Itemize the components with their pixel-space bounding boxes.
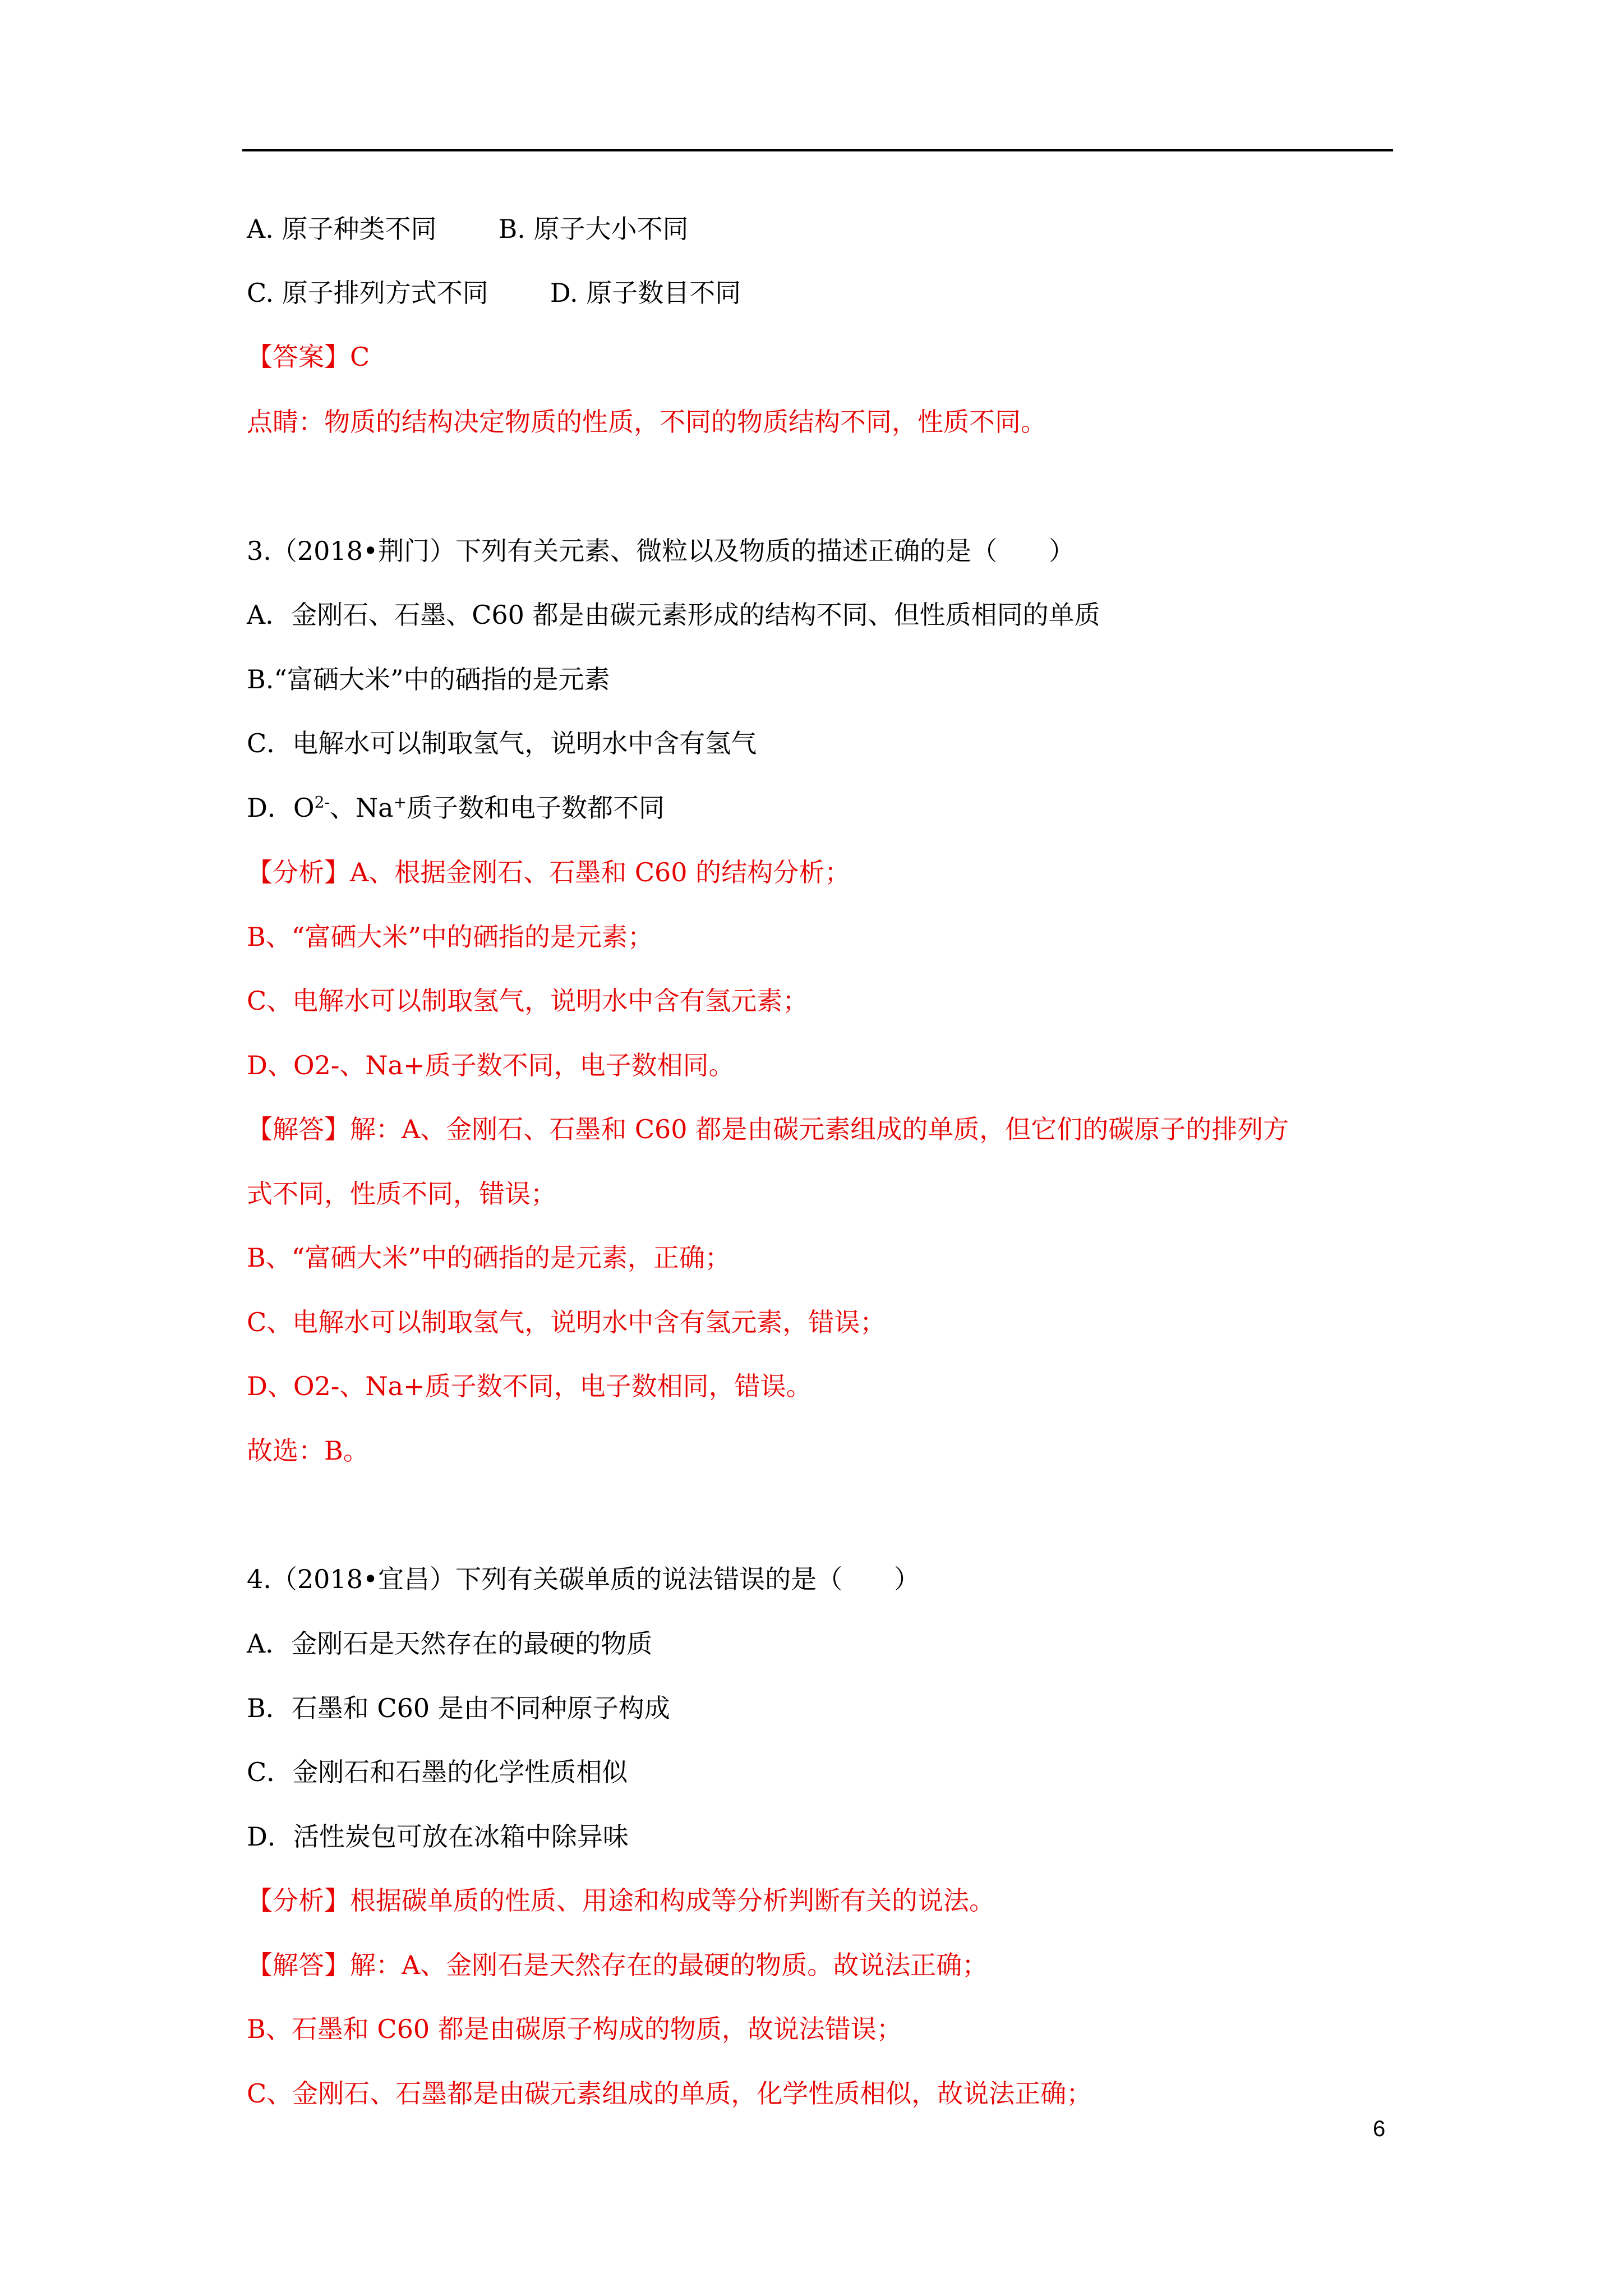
q3-solution-1: 【解答】解：A、金刚石、石墨和 C60 都是由碳元素组成的单质，但它们的碳原子的排列方 [247,1114,1289,1144]
q3-option-c: C．电解水可以制取氢气，说明水中含有氢气 [247,728,757,758]
q3-analysis-3: C、电解水可以制取氢气，说明水中含有氢元素； [247,986,809,1016]
q3-solution-3: B、“富硒大米”中的硒指的是元素，正确； [247,1243,731,1273]
page-number: 6 [1373,2116,1386,2141]
q4-option-c: C．金刚石和石墨的化学性质相似 [247,1757,628,1787]
prev-answer: 【答案】C [247,342,370,372]
q4-solution-3: C、金刚石、石墨都是由碳元素组成的单质，化学性质相似，故说法正确； [247,2078,1092,2109]
q3-analysis-4: D、O2-、Na+质子数不同，电子数相同。 [247,1050,735,1080]
q4-option-a: A．金刚石是天然存在的最硬的物质 [247,1628,653,1659]
q3-option-d-sup2: + [393,793,407,812]
q4-option-b: B．石墨和 C60 是由不同种原子构成 [247,1693,670,1723]
q3-solution-6: 故选：B。 [247,1435,369,1466]
q3-option-b: B.“富硒大米”中的硒指的是元素 [247,664,610,694]
q4-solution-1: 【解答】解：A、金刚石是天然存在的最硬的物质。故说法正确； [247,1950,988,1980]
q3-option-d [247,791,665,825]
q3-analysis-1: 【分析】A、根据金刚石、石墨和 C60 的结构分析； [247,857,851,887]
q3-option-d-mid: 、Na [329,793,394,823]
q3-solution-2: 式不同，性质不同，错误； [247,1179,556,1209]
q4-option-d: D．活性炭包可放在冰箱中除异味 [247,1821,629,1852]
prev-tip: 点睛：物质的结构决定物质的性质，不同的物质结构不同，性质不同。 [247,407,1046,437]
q3-option-d-sup1: 2- [314,793,330,812]
prev-options-row-1 [247,212,689,246]
q3-option-d-post: 质子数和电子数都不同 [407,793,665,823]
prev-options-row-2 [247,276,741,310]
q3-option-d-pre: D．O [247,793,315,823]
prev-option-c: C. 原子排列方式不同 [247,278,488,308]
q3-solution-4: C、电解水可以制取氢气，说明水中含有氢元素，错误； [247,1307,886,1337]
prev-option-b: B. 原子大小不同 [498,214,689,244]
q4-analysis: 【分析】根据碳单质的性质、用途和构成等分析判断有关的说法。 [247,1885,995,1916]
q3-solution-5: D、O2-、Na+质子数不同，电子数相同，错误。 [247,1371,812,1401]
q3-stem: 3.（2018•荆门）下列有关元素、微粒以及物质的描述正确的是（ ） [247,536,1075,566]
prev-option-a: A. 原子种类不同 [247,214,437,244]
header-rule [242,149,1393,151]
q3-analysis-2: B、“富硒大米”中的硒指的是元素； [247,922,653,952]
q4-stem: 4.（2018•宜昌）下列有关碳单质的说法错误的是（ ） [247,1564,920,1594]
q3-option-a: A．金刚石、石墨、C60 都是由碳元素形成的结构不同、但性质相同的单质 [247,600,1100,630]
prev-option-d: D. 原子数目不同 [550,278,741,308]
q4-solution-2: B、石墨和 C60 都是由碳原子构成的物质，故说法错误； [247,2014,902,2044]
